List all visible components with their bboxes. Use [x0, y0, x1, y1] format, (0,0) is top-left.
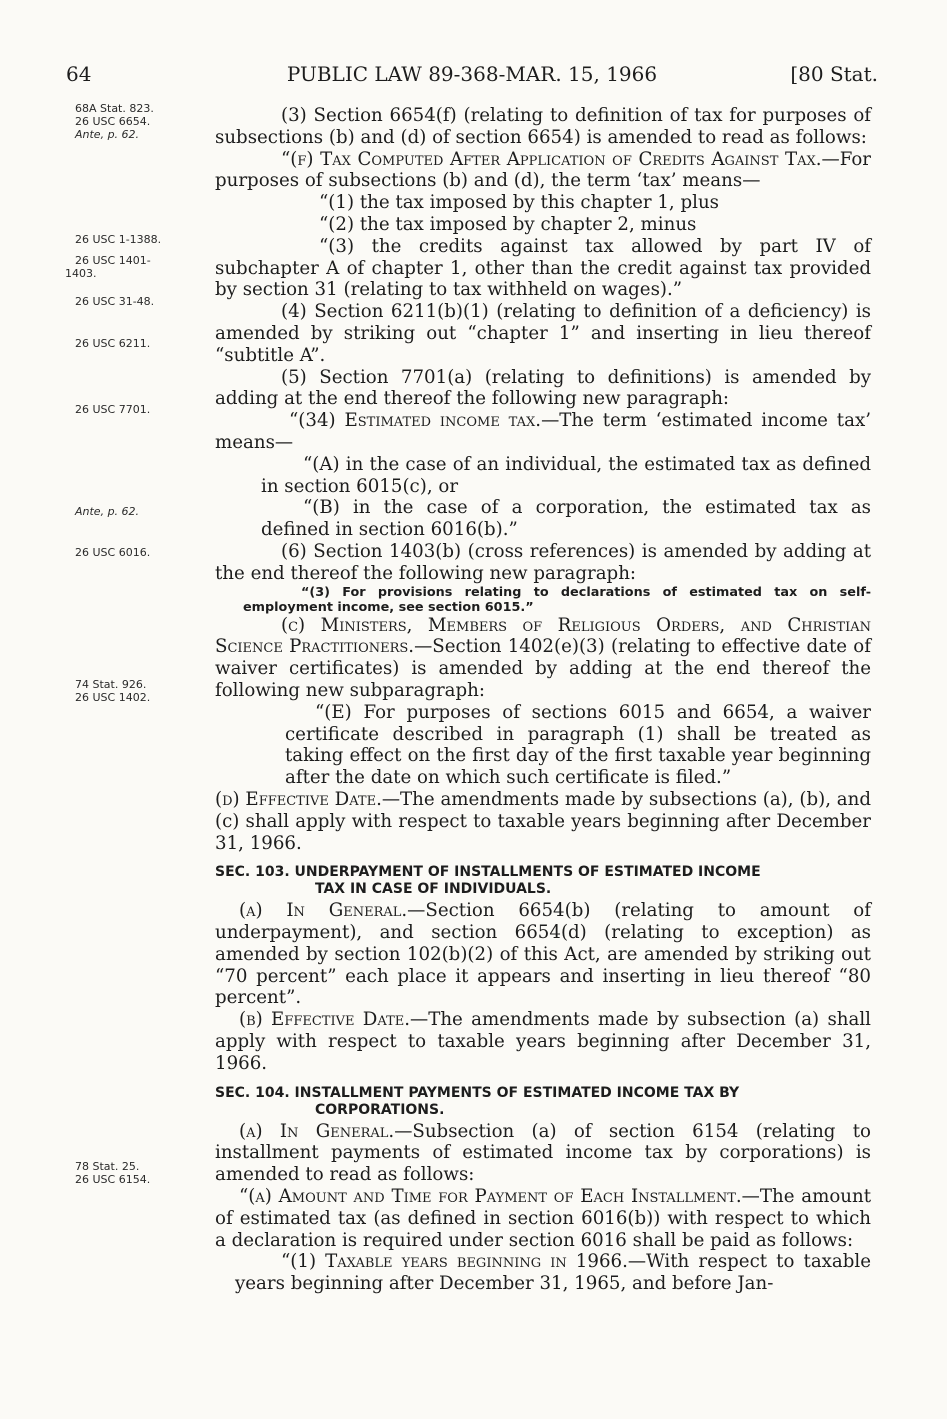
paragraph: “(3) the credits against tax allowed by part IV of subchapter A of chapter 1, other than the credit against tax provided by section 31 (relating to tax withheld on wages).” — [215, 235, 871, 301]
margin-note: 26 USC 31-48. — [75, 295, 155, 308]
margin-note: 26 USC 7701. — [75, 403, 151, 416]
margin-note: 26 USC 6016. — [75, 546, 151, 559]
paragraph: (4) Section 6211(b)(1) (relating to definition of a deficiency) is amended by striking out “chapter 1” and inserting in lieu thereof “subtitle A”. — [215, 301, 871, 366]
paragraph: “(1) the tax imposed by this chapter 1, plus — [319, 192, 720, 214]
margin-note: 74 Stat. 926. 26 USC 1402. — [75, 678, 151, 704]
paragraph: “(E) For purposes of sections 6015 and 6654, a waiver certificate described in paragraph (1) shall be treated as taking effect on the first day of the first taxable year beginning after the date on which such certificate is filed.” — [285, 701, 871, 789]
paragraph: “(a) Amount and Time for Payment of Each Installment.—The amount of estimated tax (as defined in section 6016(b)) with respect to which a declaration is required under section 6016 shall be paid as follows: — [215, 1186, 872, 1251]
cross-reference-note: “(3) For provisions relating to declarations of estimated tax on self-employment income, see section 6015.” — [243, 584, 871, 615]
margin-note: 26 USC 1-1388. 26 USC 1401- 1403. — [65, 233, 162, 280]
paragraph: “(A) in the case of an individual, the estimated tax as defined in section 6015(c), or — [261, 453, 871, 497]
page-number: 64 — [66, 62, 92, 86]
page-title: PUBLIC LAW 89-368-MAR. 15, 1966 — [286, 62, 658, 86]
paragraph: “(2) the tax imposed by chapter 2, minus — [319, 213, 697, 235]
margin-note: 26 USC 6211. — [75, 337, 151, 350]
paragraph: “(f) Tax Computed After Application of Credits Against Tax.—For purposes of subsections (b) and (d), the term ‘tax’ means— — [215, 148, 871, 192]
section-heading: SEC. 104. INSTALLMENT PAYMENTS OF ESTIMATED INCOME TAX BY CORPORATIONS. — [215, 1084, 740, 1118]
margin-note: Ante, p. 62. — [75, 505, 140, 518]
statute-reference: [80 Stat. — [790, 62, 878, 86]
statute-text — [215, 105, 871, 1295]
paragraph: (5) Section 7701(a) (relating to definitions) is amended by adding at the end thereof the following new paragraph: — [215, 366, 871, 410]
margin-note: 68A Stat. 823. 26 USC 6654. Ante, p. 62. — [75, 102, 154, 141]
page-header — [66, 62, 878, 90]
paragraph: “(1) Taxable years beginning in 1966.—With respect to taxable years beginning after December 31, 1965, and before Jan- — [235, 1251, 871, 1295]
margin-note: 78 Stat. 25. 26 USC 6154. — [75, 1160, 151, 1186]
paragraph: (c) Ministers, Members of Religious Orders, and Christian Science Practitioners.—Section 1402(e)(3) (relating to effective date of waiver certificates) is amended by adding at the end thereof the following new subparagraph: — [215, 614, 871, 701]
paragraph: (a) In General.—Section 6654(b) (relating to amount of underpayment), and section 6654(d) (relating to exception) as amended by section 102(b)(2) of this Act, are amended by striking out “70 percent” each place it appears and inserting in lieu thereof “80 percent”. — [215, 900, 871, 1009]
paragraph: (b) Effective Date.—The amendments made by subsection (a) shall apply with respect to taxable years beginning after December 31, 1966. — [215, 1009, 871, 1074]
paragraph: (d) Effective Date.—The amendments made by subsections (a), (b), and (c) shall apply with respect to taxable years beginning after December 31, 1966. — [215, 788, 871, 854]
section-heading: SEC. 103. UNDERPAYMENT OF INSTALLMENTS OF ESTIMATED INCOME TAX IN CASE OF INDIVIDUALS. — [215, 864, 761, 898]
paragraph: “(B) in the case of a corporation, the estimated tax as defined in section 6016(b).” — [261, 497, 871, 541]
paragraph: (a) In General.—Subsection (a) of section 6154 (relating to installment payments of estimated income tax by corporations) is amended to read as follows: — [215, 1120, 871, 1186]
paragraph: (3) Section 6654(f) (relating to definition of tax for purposes of subsections (b) and (d) of section 6654) is amended to read as follows: — [215, 105, 871, 148]
paragraph: (6) Section 1403(b) (cross references) is amended by adding at the end thereof the following new paragraph: — [215, 540, 871, 584]
paragraph: “(34) Estimated income tax.—The term ‘estimated income tax’ means— — [215, 410, 871, 453]
